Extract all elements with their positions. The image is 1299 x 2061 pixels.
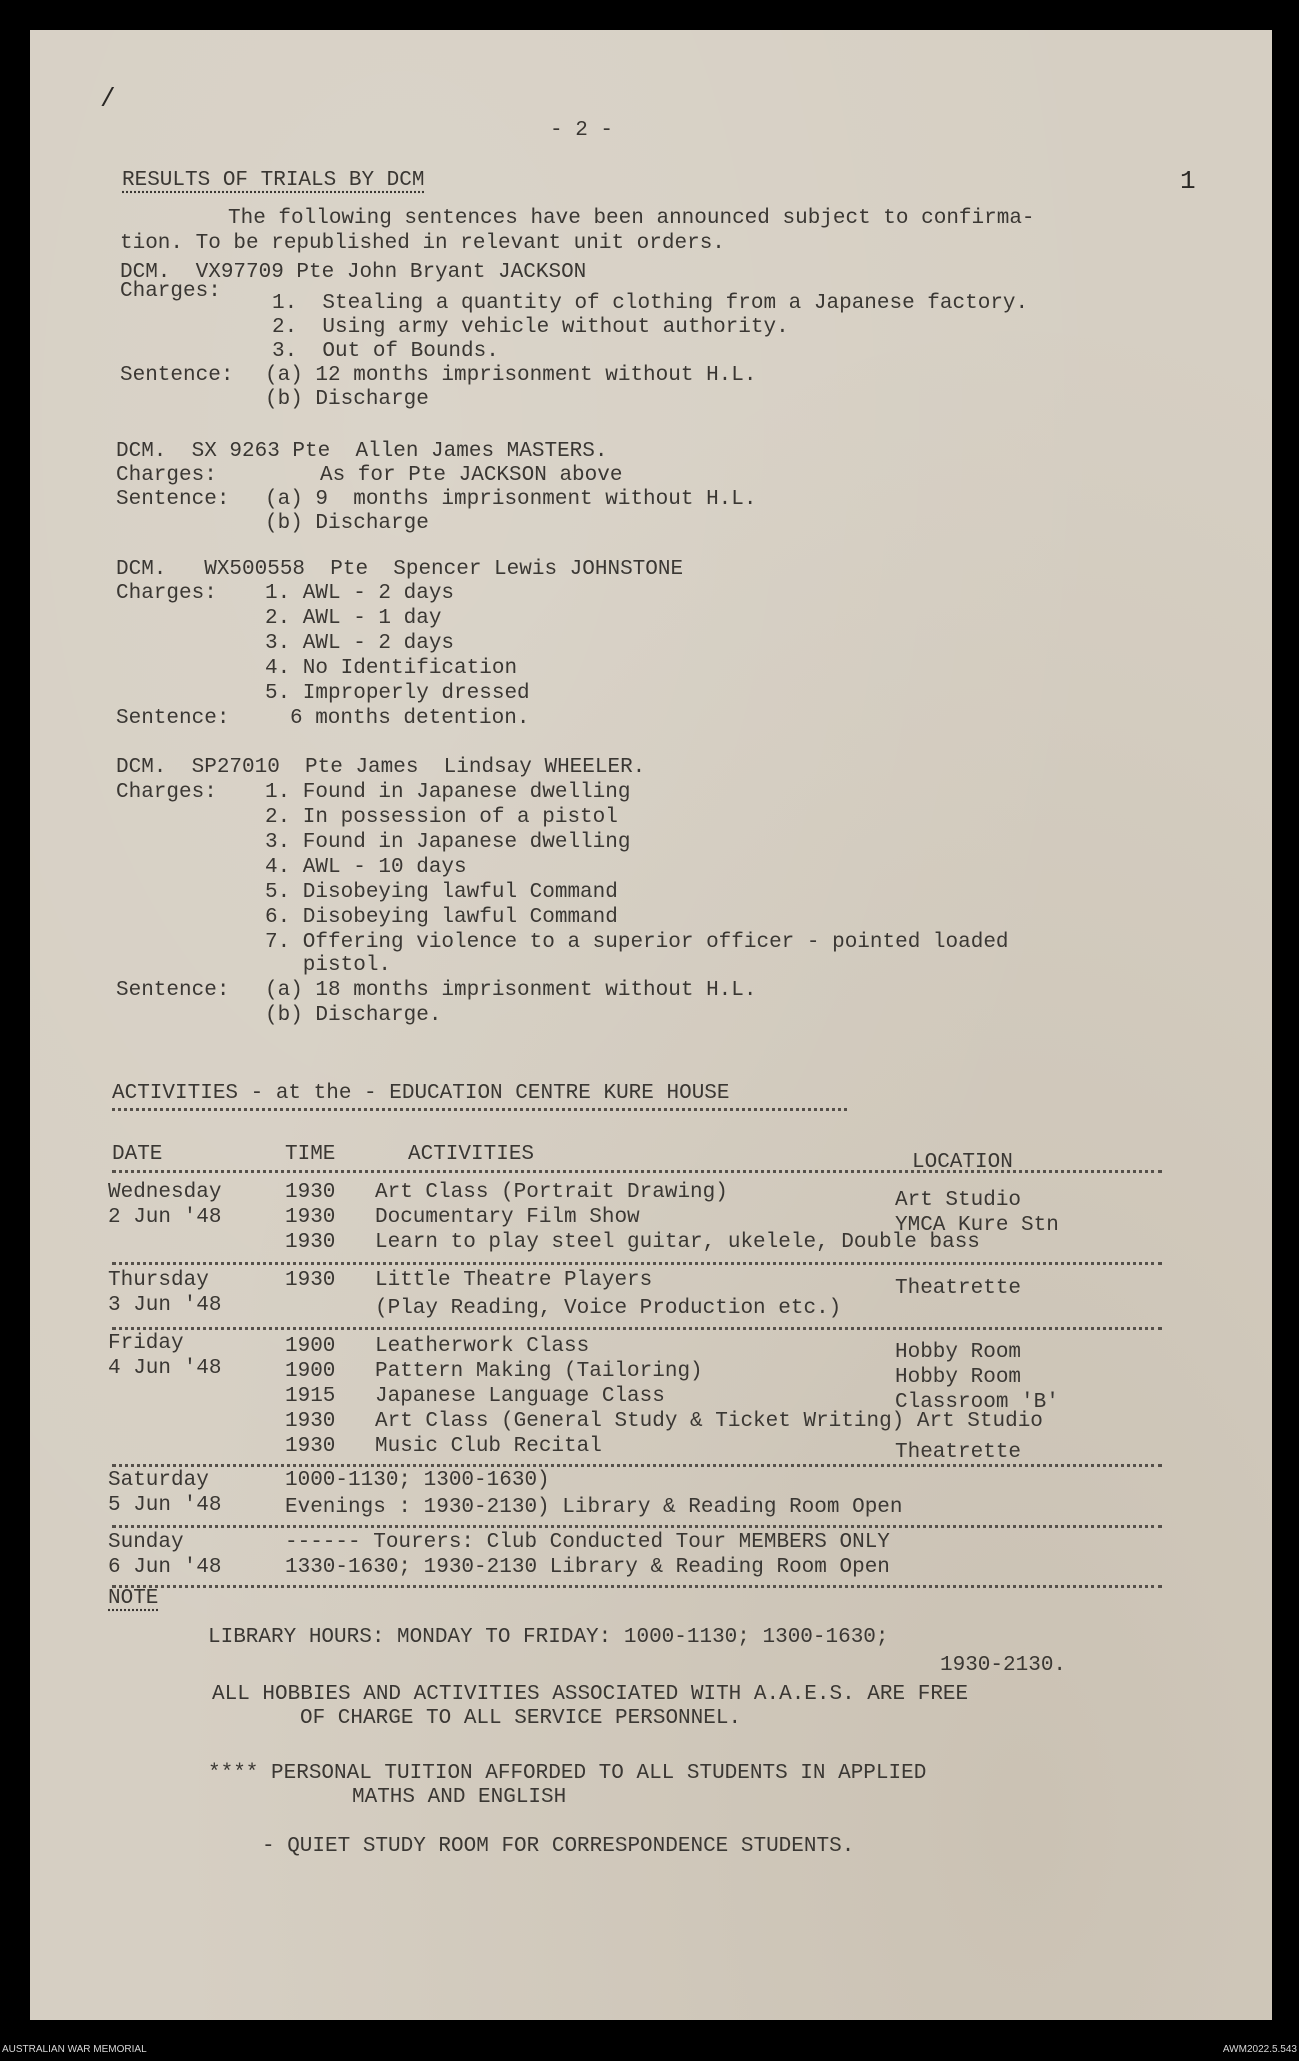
fri-time-2: 1900 [285, 1360, 336, 1383]
case3-header: DCM. WX500558 Pte Spencer Lewis JOHNSTONE [116, 558, 684, 581]
fri-location-3: Classroom 'B' [895, 1391, 1059, 1414]
row-separator [112, 1585, 1162, 1588]
case4-charge-7: 7. Offering violence to a superior officer - pointed loaded [265, 931, 1009, 954]
wed-location-1: Art Studio [895, 1189, 1022, 1212]
case4-charge-2: 2. In possession of a pistol [265, 806, 618, 829]
case4-charge-1: 1. Found in Japanese dwelling [265, 781, 631, 804]
library-hours-line-1: LIBRARY HOURS: MONDAY TO FRIDAY: 1000-1130; 1300-1630; [208, 1626, 889, 1649]
case4-charge-7-cont: pistol. [265, 954, 392, 977]
case3-charge-4: 4. No Identification [265, 657, 518, 680]
tuition-line-2: MATHS AND ENGLISH [352, 1786, 567, 1809]
sun-date: 6 Jun '48 [108, 1556, 222, 1579]
fri-time-3: 1915 [285, 1385, 336, 1408]
case3-sentence-label: Sentence: [116, 707, 230, 730]
case2-sentence-label: Sentence: [116, 488, 230, 511]
case1-sentence-b: (b) Discharge [265, 388, 429, 411]
case2-sentence-a: (a) 9 months imprisonment without H.L. [265, 488, 757, 511]
row-separator [112, 1525, 1162, 1528]
sat-day: Saturday [108, 1469, 209, 1492]
left-margin-mark: / [100, 84, 116, 114]
fri-activity-3: Japanese Language Class [375, 1385, 665, 1408]
wed-time-3: 1930 [285, 1231, 336, 1254]
col-time: TIME [285, 1143, 336, 1166]
tuition-line-1: **** PERSONAL TUITION AFFORDED TO ALL STUDENTS IN APPLIED [208, 1762, 927, 1785]
case2-header: DCM. SX 9263 Pte Allen James MASTERS. [116, 440, 608, 463]
case4-charge-6: 6. Disobeying lawful Command [265, 906, 618, 929]
wed-location-2: YMCA Kure Stn [895, 1214, 1059, 1237]
sat-line-1: 1000-1130; 1300-1630) [285, 1469, 550, 1492]
thu-date: 3 Jun '48 [108, 1294, 222, 1317]
right-margin-mark: 1 [1180, 166, 1196, 196]
quiet-study-line: - QUIET STUDY ROOM FOR CORRESPONDENCE STUDENTS. [262, 1835, 855, 1858]
case1-charges-label: Charges: [120, 280, 221, 303]
header-underline [112, 1170, 1162, 1173]
case3-charge-3: 3. AWL - 2 days [265, 632, 455, 655]
case3-charge-1: 1. AWL - 2 days [265, 582, 455, 605]
wed-time-1: 1930 [285, 1181, 336, 1204]
col-activities: ACTIVITIES [408, 1143, 535, 1166]
col-date: DATE [112, 1143, 163, 1166]
sun-line-1: ------ Tourers: Club Conducted Tour MEMBERS ONLY [285, 1531, 890, 1554]
thu-time-1: 1930 [285, 1269, 336, 1292]
wed-activity-1: Art Class (Portrait Drawing) [375, 1181, 728, 1204]
sun-line-2: 1330-1630; 1930-2130 Library & Reading Room Open [285, 1556, 890, 1579]
intro-line-2: tion. To be republished in relevant unit orders. [120, 232, 725, 255]
case1-charge-3: 3. Out of Bounds. [272, 340, 499, 363]
col-location: LOCATION [912, 1151, 1013, 1174]
fri-time-1: 1900 [285, 1335, 336, 1358]
note-label: NOTE [108, 1587, 159, 1610]
footer-accession: AWM2022.5.543 [1222, 2044, 1297, 2055]
fri-activity-5: Music Club Recital [375, 1435, 602, 1458]
thu-day: Thursday [108, 1269, 209, 1292]
wed-activity-3: Learn to play steel guitar, ukelele, Double bass [375, 1231, 980, 1254]
case1-charge-2: 2. Using army vehicle without authority. [272, 316, 789, 339]
case2-charges-label: Charges: [116, 464, 217, 487]
case1-sentence-a: (a) 12 months imprisonment without H.L. [265, 364, 757, 387]
case4-sentence-a: (a) 18 months imprisonment without H.L. [265, 979, 757, 1002]
row-separator [112, 1327, 1162, 1330]
fri-location-5: Theatrette [895, 1441, 1022, 1464]
library-hours-line-2: 1930-2130. [940, 1654, 1067, 1677]
sat-line-2: Evenings : 1930-2130) Library & Reading Room Open [285, 1496, 903, 1519]
sun-day: Sunday [108, 1531, 184, 1554]
trials-heading: RESULTS OF TRIALS BY DCM [122, 169, 425, 192]
case3-charge-2: 2. AWL - 1 day [265, 607, 442, 630]
wed-time-2: 1930 [285, 1206, 336, 1229]
intro-line-1: The following sentences have been announced subject to confirma- [228, 207, 1035, 230]
sat-date: 5 Jun '48 [108, 1494, 222, 1517]
case1-sentence-label: Sentence: [120, 364, 234, 387]
heading-underline [112, 1108, 847, 1111]
case4-header: DCM. SP27010 Pte James Lindsay WHEELER. [116, 756, 646, 779]
thu-location-1: Theatrette [895, 1277, 1022, 1300]
fri-time-4: 1930 [285, 1410, 336, 1433]
case1-charge-1: 1. Stealing a quantity of clothing from a Japanese factory. [272, 292, 1029, 315]
case2-sentence-b: (b) Discharge [265, 512, 429, 535]
case4-sentence-label: Sentence: [116, 979, 230, 1002]
row-separator [112, 1464, 1162, 1467]
activities-heading: ACTIVITIES - at the - EDUCATION CENTRE KURE HOUSE [112, 1082, 730, 1105]
case2-charge-1: As for Pte JACKSON above [320, 464, 623, 487]
case4-charge-3: 3. Found in Japanese dwelling [265, 831, 631, 854]
wed-date: 2 Jun '48 [108, 1206, 222, 1229]
case4-charges-label: Charges: [116, 781, 217, 804]
fri-activity-2: Pattern Making (Tailoring) [375, 1360, 703, 1383]
case4-charge-4: 4. AWL - 10 days [265, 856, 467, 879]
fri-date: 4 Jun '48 [108, 1357, 222, 1380]
fri-day: Friday [108, 1332, 184, 1355]
case3-charge-5: 5. Improperly dressed [265, 682, 530, 705]
free-line-1: ALL HOBBIES AND ACTIVITIES ASSOCIATED WITH A.A.E.S. ARE FREE [212, 1683, 969, 1706]
fri-location-1: Hobby Room [895, 1341, 1022, 1364]
page-number: - 2 - [550, 119, 614, 142]
footer-source: AUSTRALIAN WAR MEMORIAL [2, 2044, 147, 2055]
fri-location-2: Hobby Room [895, 1366, 1022, 1389]
case3-sentence: 6 months detention. [290, 707, 530, 730]
wed-activity-2: Documentary Film Show [375, 1206, 640, 1229]
case1-header: DCM. VX97709 Pte John Bryant JACKSON [120, 261, 587, 284]
case3-charges-label: Charges: [116, 582, 217, 605]
fri-time-5: 1930 [285, 1435, 336, 1458]
fri-activity-4: Art Class (General Study & Ticket Writing) Art Studio [375, 1410, 1043, 1433]
free-line-2: OF CHARGE TO ALL SERVICE PERSONNEL. [300, 1707, 742, 1730]
row-separator [112, 1262, 1162, 1265]
case4-charge-5: 5. Disobeying lawful Command [265, 881, 618, 904]
thu-activity-2: (Play Reading, Voice Production etc.) [375, 1297, 842, 1320]
case4-sentence-b: (b) Discharge. [265, 1004, 442, 1027]
thu-activity-1: Little Theatre Players [375, 1269, 653, 1292]
fri-activity-1: Leatherwork Class [375, 1335, 590, 1358]
wed-day: Wednesday [108, 1181, 222, 1204]
